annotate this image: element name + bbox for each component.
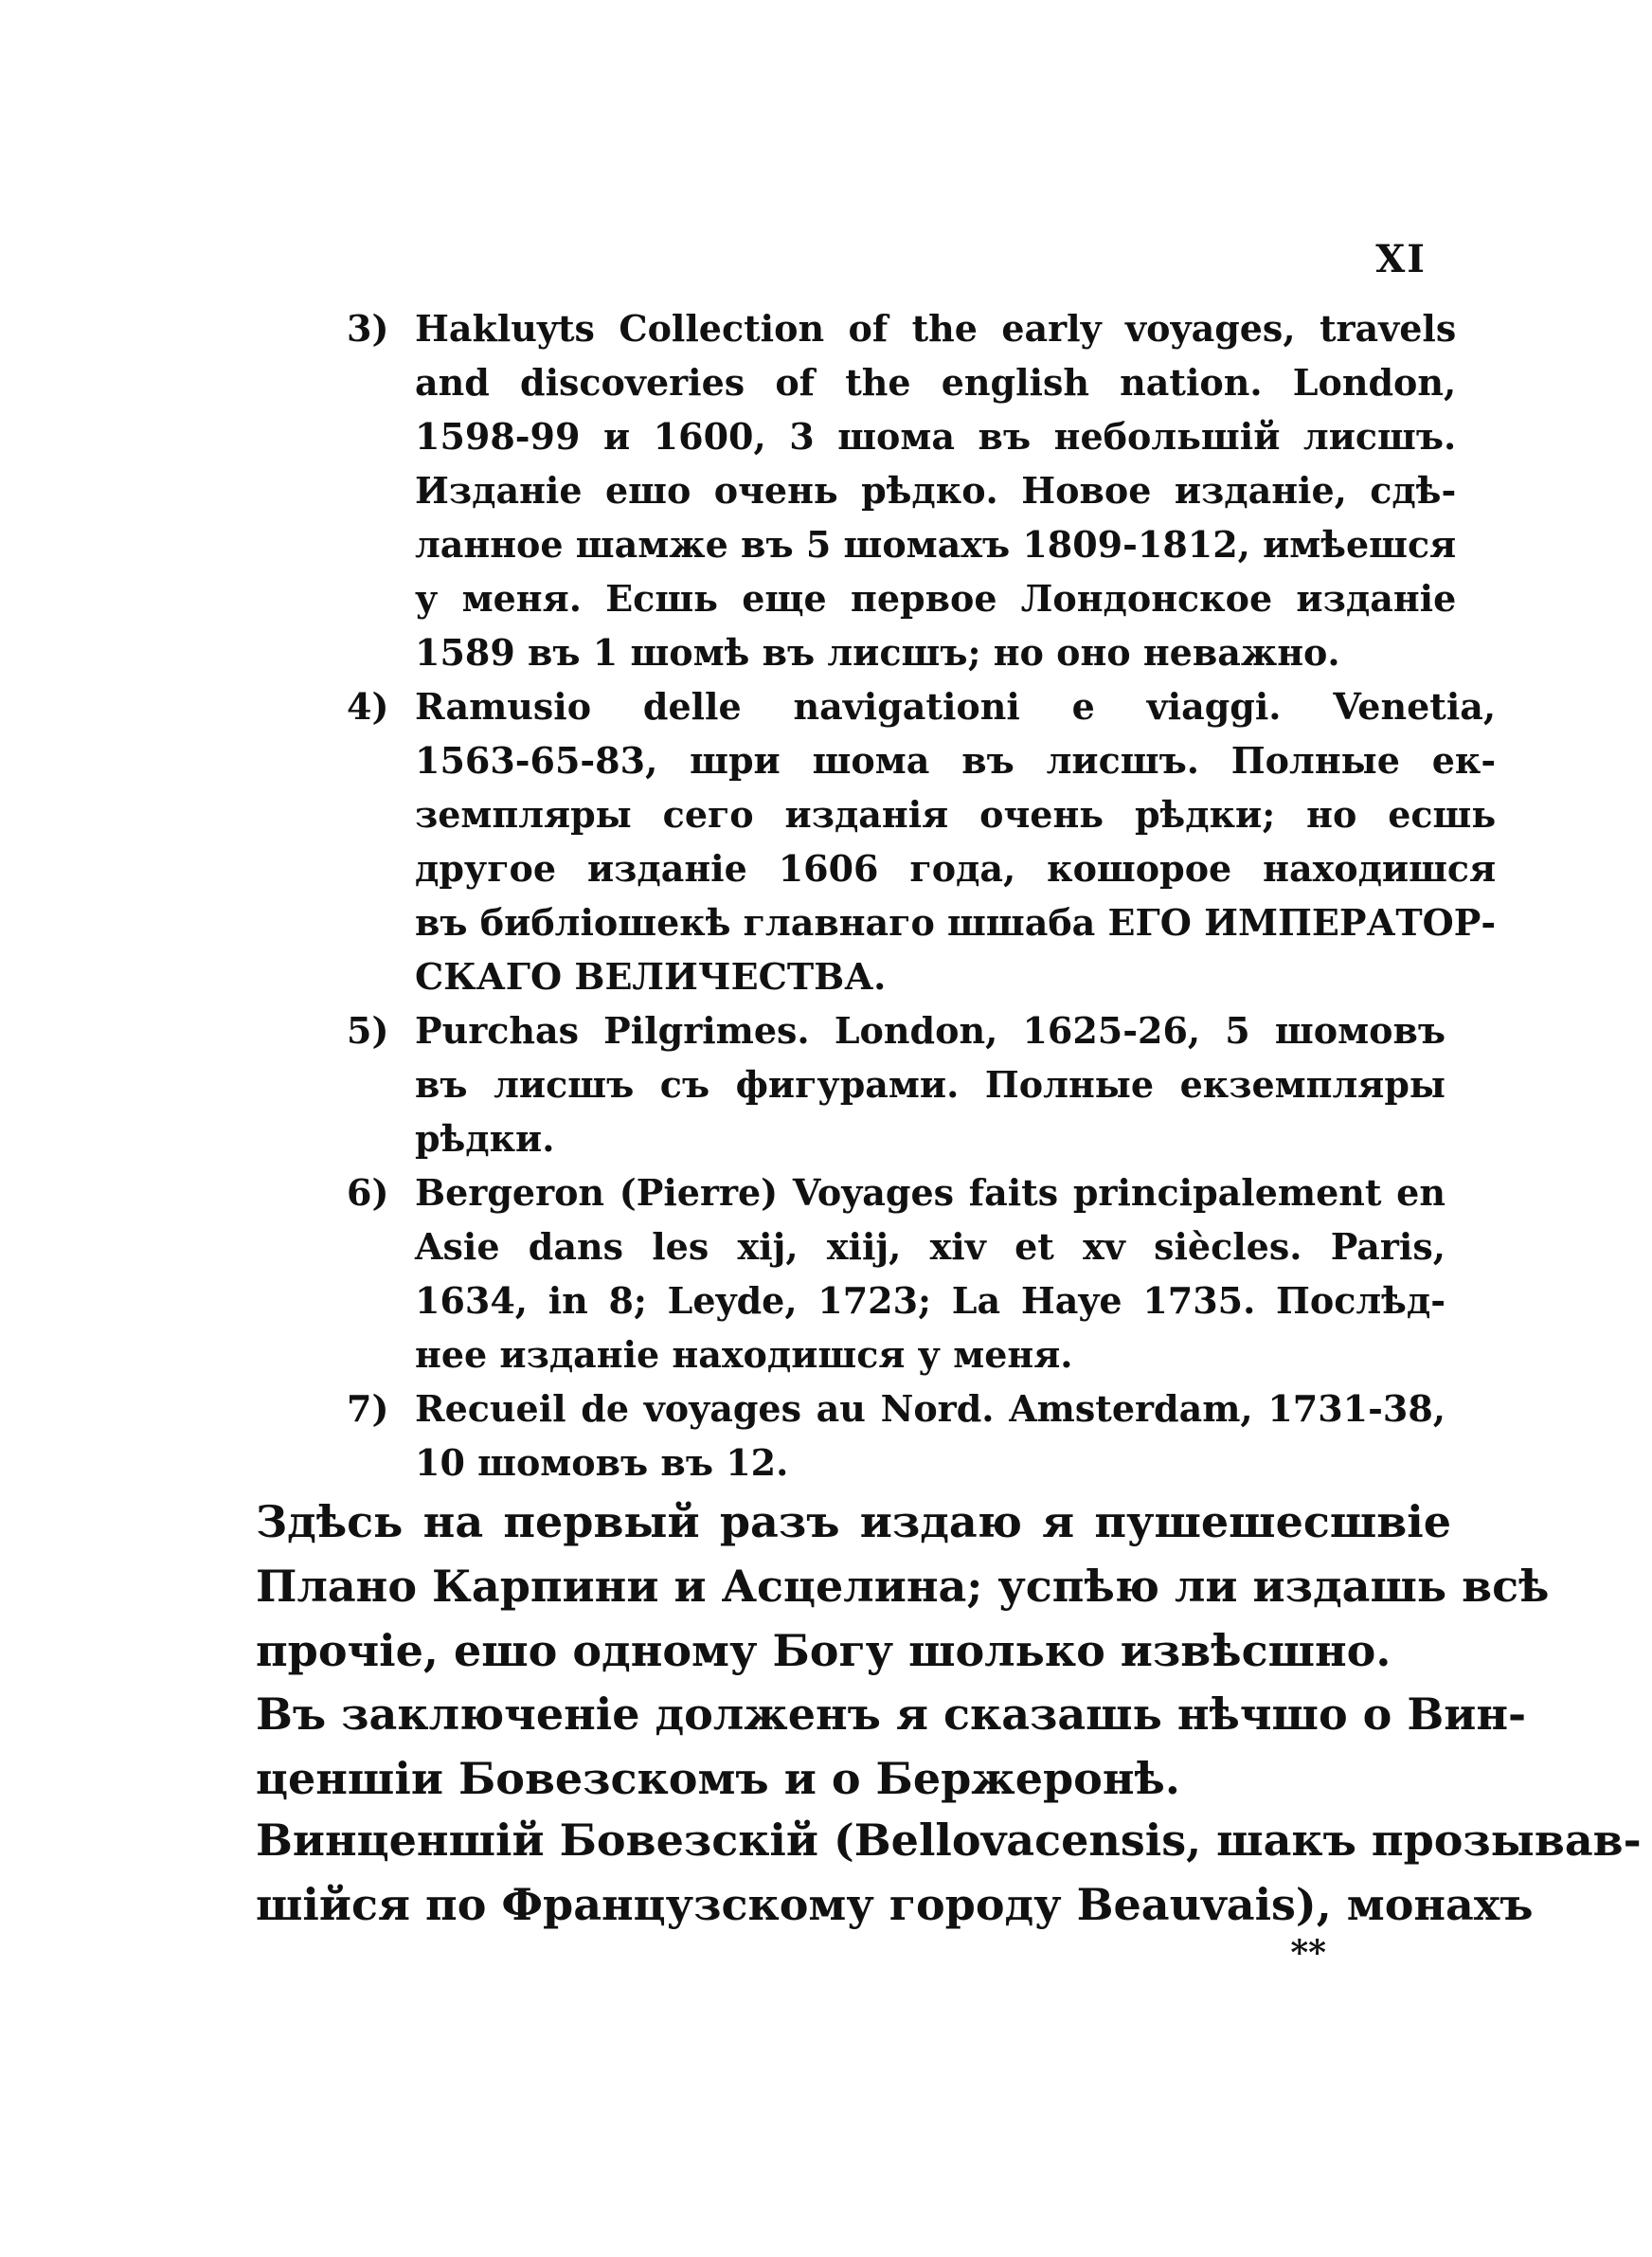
text-line: Винценшій Бовезскій (Bellovacensis, шакъ прозывав- [256, 1815, 1642, 1866]
bib-entry-text [415, 679, 1496, 1003]
bibliography-list [347, 301, 1497, 1490]
bib-entry-5 [347, 1003, 1446, 1165]
text-line: земпляры сего изданія очень рѣдки; но есшь [415, 793, 1497, 836]
text-line: СКАГО ВЕЛИЧЕСТВА. [415, 955, 887, 998]
text-line: 1634, in 8; Leyde, 1723; La Haye 1735. Послѣд- [415, 1279, 1446, 1322]
text-line: and discoveries of the english nation. London, [415, 361, 1457, 404]
text-line: ценшіи Бовезскомъ и о Бержеронѣ. [256, 1753, 1180, 1804]
text-line: прочіе, ешо одному Богу шолько извѣсшно. [256, 1625, 1392, 1676]
bib-entry-number: 5) [347, 1009, 389, 1052]
text-line: 1589 въ 1 шомѣ въ лисшъ; но оно неважно. [415, 631, 1340, 674]
paragraph-vincent-of-beauvais [256, 1808, 1642, 1937]
bib-entry-6 [347, 1165, 1446, 1381]
text-line: шійся по Французскому городу Beauvais), монахъ [256, 1879, 1534, 1930]
text-line: Hakluyts Collection of the early voyages, travels [415, 307, 1457, 350]
bib-entry-7 [347, 1381, 1446, 1490]
text-line: другое изданіе 1606 года, кошорое находишся [415, 847, 1497, 890]
bib-entry-text [415, 1381, 1446, 1490]
paragraph-conclusion-intro [256, 1682, 1527, 1811]
text-line: въ лисшъ съ фигурами. Полные екземпляры [415, 1063, 1446, 1106]
bib-entry-text [415, 301, 1456, 679]
text-line: Asie dans les xij, xiij, xiv et xv siècles. Paris, [415, 1225, 1446, 1268]
text-line: 1598-99 и 1600, 3 шома въ небольшій лисшъ. [415, 415, 1457, 458]
bib-entry-text [415, 1003, 1446, 1165]
bib-entry-4 [347, 679, 1497, 1003]
bib-entry-number: 4) [347, 685, 389, 728]
bib-entry-number: 7) [347, 1387, 389, 1430]
text-line: нее изданіе находишся у меня. [415, 1333, 1073, 1376]
text-line: въ библіошекѣ главнаго шшаба ЕГО ИМПЕРАТОР- [415, 901, 1497, 944]
bib-entry-number: 6) [347, 1171, 389, 1214]
text-line: Здѣсь на первый разъ издаю я пушешесшвіе [256, 1496, 1451, 1547]
text-line: Recueil de voyages au Nord. Amsterdam, 1731-38, [415, 1387, 1446, 1430]
bib-entry-3 [347, 301, 1457, 679]
text-line: 10 шомовъ въ 12. [415, 1441, 789, 1484]
text-line: Bergeron (Pierre) Voyages faits principalement en [415, 1171, 1446, 1214]
text-line: рѣдки. [415, 1117, 555, 1160]
text-line: Ramusio delle navigationi e viaggi. Venetia, [415, 685, 1497, 728]
bib-entry-number: 3) [347, 307, 389, 350]
text-line: ланное шамже въ 5 шомахъ 1809-1812, имѣешся [415, 523, 1457, 566]
paragraph-publishing-plans [256, 1490, 1550, 1683]
text-line: Purchas Pilgrimes. London, 1625-26, 5 шомовъ [415, 1009, 1446, 1052]
text-line: Изданіе ешо очень рѣдко. Новое изданіе, сдѣ- [415, 469, 1457, 512]
bib-entry-text [415, 1165, 1446, 1381]
text-line: Въ заключеніе долженъ я сказашь нѣчшо о Вин- [256, 1688, 1527, 1740]
signature-mark: ** [1290, 1933, 1326, 1973]
text-line: Плано Карпини и Асцелина; успѣю ли издашь всѣ [256, 1561, 1550, 1612]
text-line: у меня. Есшь еще первое Лондонское изданіе [415, 577, 1457, 620]
text-line: 1563-65-83, шри шома въ лисшъ. Полные ек- [415, 739, 1497, 782]
page-number: XI [1375, 237, 1427, 281]
